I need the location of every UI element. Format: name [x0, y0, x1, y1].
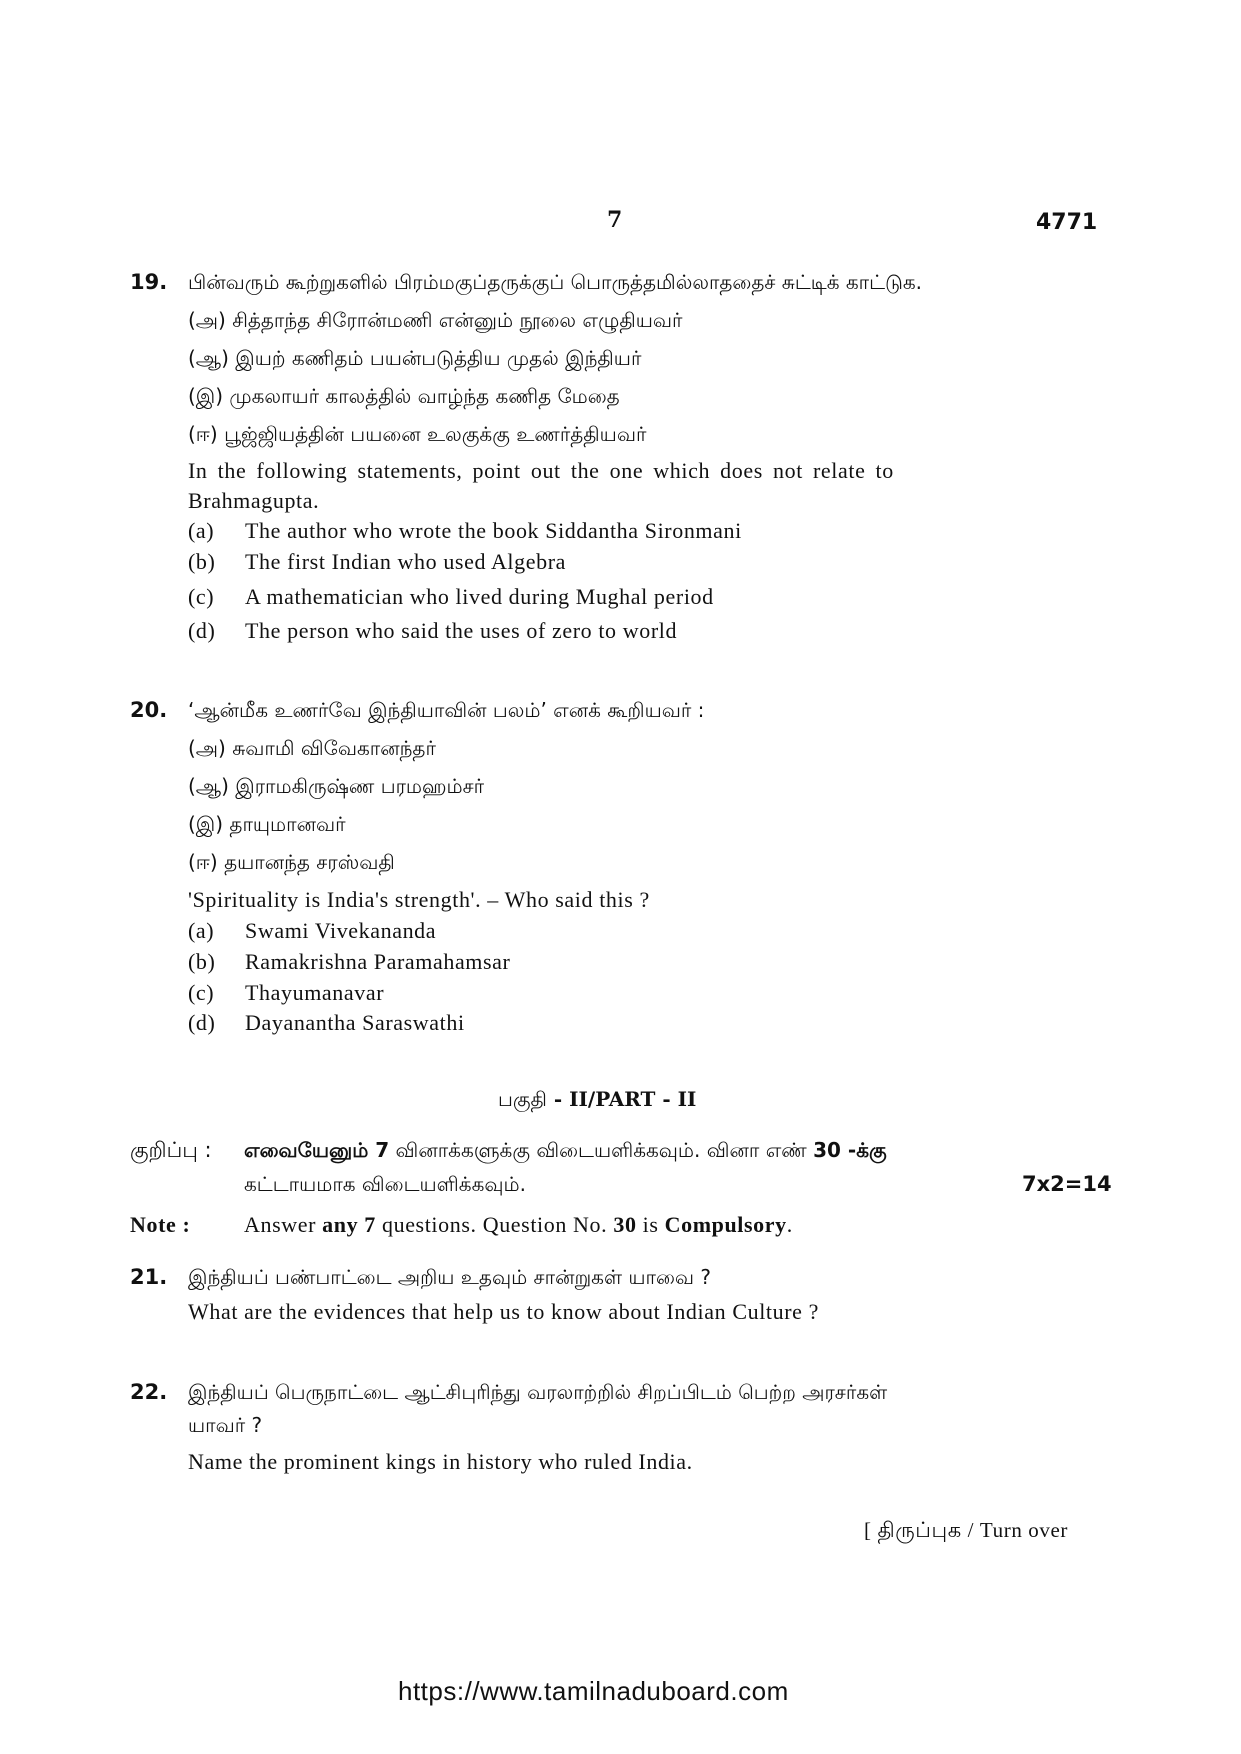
question-20-option-b-text: Ramakrishna Paramahamsar	[245, 949, 511, 974]
question-19-option-b-text: The first Indian who used Algebra	[245, 549, 566, 574]
note-tamil-line1	[244, 1138, 887, 1165]
note-english-any7: any 7	[322, 1212, 376, 1237]
question-21-english: What are the evidences that help us to know about Indian Culture ?	[188, 1299, 819, 1324]
marks-label: 7x2=14	[1022, 1172, 1112, 1196]
question-20-tamil-option-b: (ஆ) இராமகிருஷ்ண பரமஹம்சர்	[188, 774, 485, 798]
question-22-tamil-line1: இந்தியப் பெருநாட்டை ஆட்சிபுரிந்து வரலாற்றில் சிறப்பிடம் பெற்ற அரசர்கள்	[188, 1380, 888, 1404]
question-21-number: 21.	[130, 1265, 168, 1289]
question-19-english-line2: Brahmagupta.	[188, 488, 320, 513]
note-tamil-line2: கட்டாயமாக விடையளிக்கவும்.	[244, 1172, 526, 1196]
question-20-option-b-label: (b)	[188, 949, 216, 974]
question-20-option-d-text: Dayanantha Saraswathi	[245, 1010, 465, 1035]
note-english-t3: questions. Question No.	[375, 1212, 614, 1237]
question-20-tamil-option-a: (அ) சுவாமி விவேகானந்தர்	[188, 736, 436, 760]
question-20-option-c-text: Thayumanavar	[245, 980, 385, 1005]
note-english-t1: Answer	[244, 1212, 323, 1237]
question-22-number: 22.	[130, 1380, 168, 1404]
question-20-option-a-label: (a)	[188, 918, 215, 943]
note-english-t5: is	[636, 1212, 665, 1237]
note-english-label: Note :	[130, 1212, 191, 1237]
question-19-tamil-option-d: (ஈ) பூஜ்ஜியத்தின் பயனை உலகுக்கு உணர்த்தியவர்	[188, 422, 647, 446]
part-heading-sep: -	[546, 1087, 570, 1111]
turn-over-note: [ திருப்புக / Turn over	[864, 1518, 1068, 1542]
question-20-tamil-option-c: (இ) தாயுமானவர்	[188, 812, 346, 836]
note-tamil-any7: எவையேனும் 7	[244, 1138, 390, 1162]
part-heading-english: II/PART - II	[569, 1087, 697, 1111]
question-19-tamil-option-a: (அ) சித்தாந்த சிரோன்மணி என்னும் நூலை எழுதியவர்	[188, 308, 683, 332]
question-19-tamil-option-b: (ஆ) இயற் கணிதம் பயன்படுத்திய முதல் இந்தியர்	[188, 346, 642, 370]
question-19-option-a-label: (a)	[188, 518, 215, 543]
question-19-tamil: பின்வரும் கூற்றுகளில் பிரம்மகுப்தருக்குப் பொருத்தமில்லாததைச் சுட்டிக் காட்டுக.	[188, 270, 923, 294]
question-20-option-c-label: (c)	[188, 980, 215, 1005]
note-tamil-middle: வினாக்களுக்கு விடையளிக்கவும். வினா எண்	[389, 1138, 814, 1162]
question-20-option-d-label: (d)	[188, 1010, 216, 1035]
question-19-option-a-text: The author who wrote the book Siddantha Sironmani	[245, 518, 742, 543]
question-20-number: 20.	[130, 698, 168, 722]
note-tamil-q30: 30 -க்கு	[813, 1138, 887, 1162]
note-english-q30: 30	[613, 1212, 637, 1237]
question-21-tamil: இந்தியப் பண்பாட்டை அறிய உதவும் சான்றுகள் யாவை ?	[188, 1265, 712, 1289]
question-19-option-c-text: A mathematician who lived during Mughal period	[245, 584, 714, 609]
question-19-option-b-label: (b)	[188, 549, 216, 574]
page-number: 7	[607, 207, 623, 233]
question-20-english: 'Spirituality is India's strength'. – Who said this ?	[188, 887, 650, 912]
question-20-tamil-option-d: (ஈ) தயானந்த சரஸ்வதி	[188, 850, 395, 874]
question-20-option-a-text: Swami Vivekananda	[245, 918, 437, 943]
footer-url[interactable]: https://www.tamilnaduboard.com	[398, 1676, 789, 1706]
note-english-t7: .	[786, 1212, 793, 1237]
question-19-option-c-label: (c)	[188, 584, 215, 609]
question-22-english: Name the prominent kings in history who ruled India.	[188, 1449, 693, 1474]
part-heading-tamil: பகுதி	[498, 1087, 547, 1111]
question-19-english-line1: In the following statements, point out the one which does not relate to	[188, 458, 894, 483]
question-19-option-d-label: (d)	[188, 618, 216, 643]
question-19-tamil-option-c: (இ) முகலாயர் காலத்தில் வாழ்ந்த கணித மேதை	[188, 384, 620, 408]
part-heading	[498, 1087, 696, 1114]
note-english-compulsory: Compulsory	[664, 1212, 787, 1237]
note-english-text	[244, 1212, 793, 1238]
question-19-option-d-text: The person who said the uses of zero to world	[245, 618, 678, 643]
question-20-tamil: ‘ஆன்மீக உணர்வே இந்தியாவின் பலம்’ எனக் கூறியவர் :	[188, 698, 705, 722]
note-tamil-label: குறிப்பு :	[130, 1138, 212, 1162]
question-19-number: 19.	[130, 270, 168, 294]
question-22-tamil-line2: யாவர் ?	[188, 1413, 263, 1437]
paper-code: 4771	[1036, 210, 1098, 235]
